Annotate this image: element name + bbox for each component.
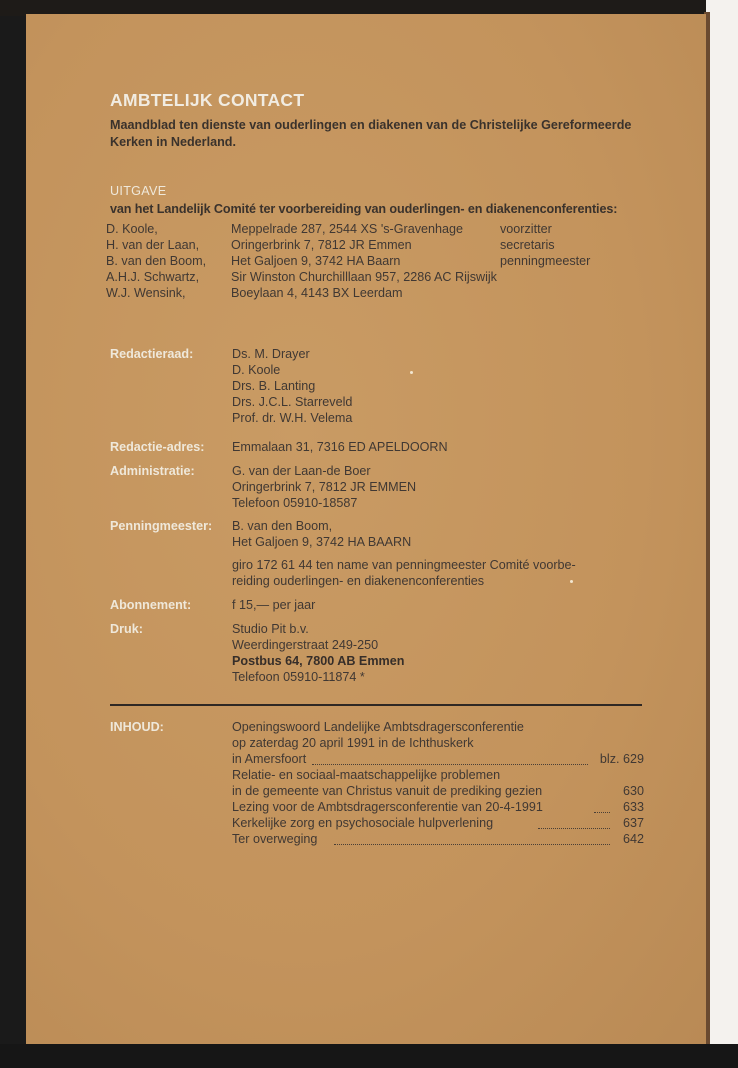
- administratie-line: Telefoon 05910-18587: [232, 496, 358, 510]
- administratie-line: G. van der Laan-de Boer: [232, 464, 371, 478]
- redactieraad-member: Prof. dr. W.H. Velema: [232, 411, 353, 425]
- member-name: A.H.J. Schwartz,: [106, 270, 200, 284]
- paper-speck: [570, 580, 573, 583]
- administratie-label: Administratie:: [110, 464, 195, 478]
- abonnement-label: Abonnement:: [110, 598, 192, 612]
- scan-border-bottom: [0, 1044, 738, 1068]
- redactie-adres-value: Emmalaan 31, 7316 ED APELDOORN: [232, 440, 448, 454]
- giro-line: reiding ouderlingen- en diakenenconferenties: [232, 574, 485, 588]
- toc-text: Lezing voor de Ambtsdragersconferentie van 20-4-1991: [232, 800, 543, 814]
- penningmeester-label: Penningmeester:: [110, 519, 213, 533]
- member-name: D. Koole,: [106, 222, 158, 236]
- toc-leader-dots: [538, 816, 610, 829]
- paper-speck: [410, 371, 413, 374]
- divider-rule: [110, 704, 642, 706]
- toc-page-number: 630: [622, 784, 644, 798]
- toc-text: Ter overweging: [232, 832, 318, 846]
- redactieraad-label: Redactieraad:: [110, 347, 194, 361]
- penningmeester-line: B. van den Boom,: [232, 519, 333, 533]
- toc-text: op zaterdag 20 april 1991 in de Ichthuskerk: [232, 736, 474, 750]
- toc-text: in de gemeente van Christus vanuit de prediking gezien: [232, 784, 543, 798]
- inhoud-label: INHOUD:: [110, 720, 164, 734]
- toc-text: Kerkelijke zorg en psychosociale hulpverlening: [232, 816, 494, 830]
- magazine-subtitle: Maandblad ten dienste van ouderlingen en diakenen van de Christelijke Gereformeerde Kerken in Nederland.: [110, 118, 632, 149]
- administratie-line: Oringerbrink 7, 7812 JR EMMEN: [232, 480, 417, 494]
- redactieraad-member: Drs. J.C.L. Starreveld: [232, 395, 353, 409]
- toc-page-number: 642: [622, 832, 644, 846]
- member-address: Sir Winston Churchilllaan 957, 2286 AC Rijswijk: [231, 270, 497, 284]
- member-role: voorzitter: [500, 222, 552, 236]
- scan-border-left: [0, 0, 28, 1068]
- toc-text: in Amersfoort: [232, 752, 307, 766]
- toc-page-number: 633: [622, 800, 644, 814]
- toc-leader-dots: [312, 752, 588, 765]
- toc-line: [232, 832, 644, 849]
- member-name: B. van den Boom,: [106, 254, 207, 268]
- uitgave-label: UITGAVE: [110, 184, 167, 198]
- giro-line: giro 172 61 44 ten name van penningmeester Comité voorbe-: [232, 558, 576, 572]
- member-role: penningmeester: [500, 254, 591, 268]
- toc-line: [232, 800, 644, 817]
- toc-line: [232, 816, 644, 833]
- magazine-title: AMBTELIJK CONTACT: [110, 90, 305, 110]
- toc-text: Openingswoord Landelijke Ambtsdragersconferentie: [232, 720, 524, 734]
- member-address: Oringerbrink 7, 7812 JR Emmen: [231, 238, 412, 252]
- toc-line: [232, 784, 644, 801]
- toc-leader-dots: [334, 832, 610, 845]
- toc-line: [232, 736, 644, 753]
- redactie-adres-label: Redactie-adres:: [110, 440, 205, 454]
- member-address: Boeylaan 4, 4143 BX Leerdam: [231, 286, 403, 300]
- redactieraad-member: Ds. M. Drayer: [232, 347, 310, 361]
- druk-label: Druk:: [110, 622, 143, 636]
- toc-leader-dots: [594, 800, 610, 813]
- druk-line: Studio Pit b.v.: [232, 622, 309, 636]
- penningmeester-line: Het Galjoen 9, 3742 HA BAARN: [232, 535, 412, 549]
- member-name: W.J. Wensink,: [106, 286, 186, 300]
- member-address: Meppelrade 287, 2544 XS 's-Gravenhage: [231, 222, 464, 236]
- redactieraad-member: Drs. B. Lanting: [232, 379, 316, 393]
- druk-postbus: Postbus 64, 7800 AB Emmen: [232, 654, 405, 668]
- comite-line: van het Landelijk Comité ter voorbereiding van ouderlingen- en diakenenconferenties:: [110, 202, 618, 216]
- abonnement-value: f 15,— per jaar: [232, 598, 316, 612]
- toc-text: Relatie- en sociaal-maatschappelijke problemen: [232, 768, 501, 782]
- toc-page-number: blz. 629: [599, 752, 644, 766]
- redactieraad-member: D. Koole: [232, 363, 281, 377]
- druk-line: Weerdingerstraat 249-250: [232, 638, 379, 652]
- member-role: secretaris: [500, 238, 555, 252]
- scan-margin-right: [706, 0, 738, 1048]
- toc-line: [232, 720, 644, 737]
- druk-phone: Telefoon 05910-11874 *: [232, 670, 365, 684]
- toc-page-number: 637: [622, 816, 644, 830]
- member-name: H. van der Laan,: [106, 238, 200, 252]
- toc-line: [232, 752, 644, 769]
- magazine-colophon-page: [26, 14, 706, 1046]
- toc-line: [232, 768, 644, 785]
- member-address: Het Galjoen 9, 3742 HA Baarn: [231, 254, 401, 268]
